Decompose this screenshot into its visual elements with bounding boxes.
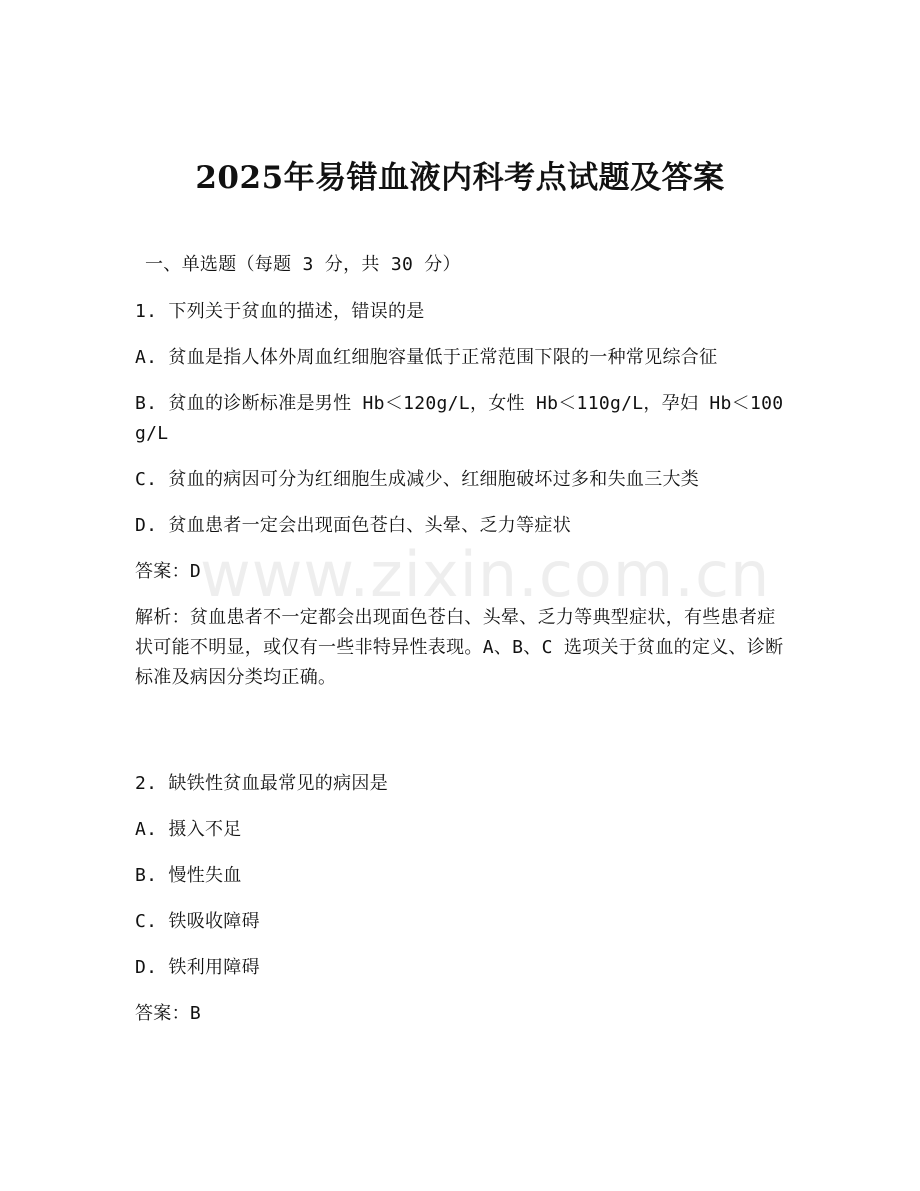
question-text: 1. 下列关于贫血的描述，错误的是 — [135, 301, 425, 322]
document-body — [135, 250, 785, 1045]
option-a: A. 摄入不足 — [135, 819, 242, 840]
option-c: C. 铁吸收障碍 — [135, 911, 260, 932]
option-c: C. 贫血的病因可分为红细胞生成减少、红细胞破坏过多和失血三大类 — [135, 469, 700, 490]
explanation: 解析：贫血患者不一定都会出现面色苍白、头晕、乏力等典型症状，有些患者症状可能不明显，或仅有一些非特异性表现。A、B、C 选项关于贫血的定义、诊断标准及病因分类均正确。 — [135, 607, 784, 688]
question-text: 2. 缺铁性贫血最常见的病因是 — [135, 773, 389, 794]
watermark: www.zixin.com.cn — [200, 538, 771, 611]
option-d: D. 贫血患者一定会出现面色苍白、头晕、乏力等症状 — [135, 515, 572, 536]
section-heading: 一、单选题（每题 3 分，共 30 分） — [145, 254, 461, 275]
question-2 — [135, 769, 785, 1029]
option-d: D. 铁利用障碍 — [135, 957, 260, 978]
answer: 答案：D — [135, 561, 202, 582]
option-a: A. 贫血是指人体外周血红细胞容量低于正常范围下限的一种常见综合征 — [135, 347, 718, 368]
answer: 答案：B — [135, 1003, 202, 1024]
option-b: B. 贫血的诊断标准是男性 Hb＜120g/L，女性 Hb＜110g/L，孕妇 Hb＜100g/L — [135, 393, 784, 444]
question-1 — [135, 297, 785, 693]
page-title: 2025年易错血液内科考点试题及答案 — [195, 160, 725, 196]
option-b: B. 慢性失血 — [135, 865, 242, 886]
